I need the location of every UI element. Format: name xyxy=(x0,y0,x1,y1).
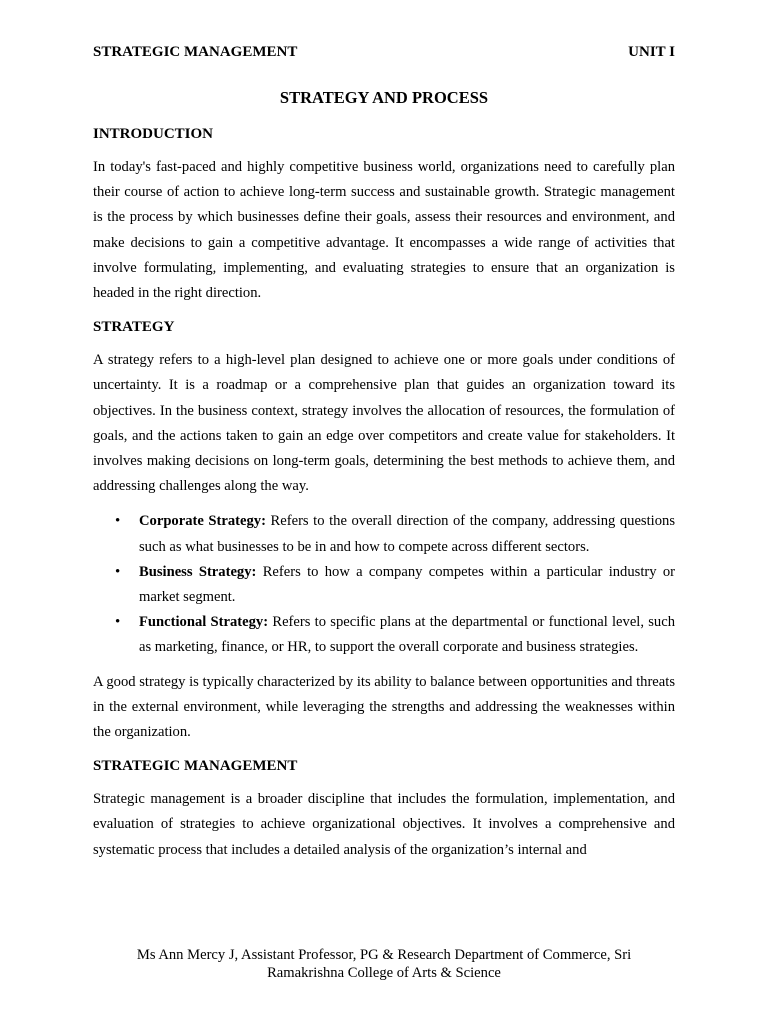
bullet-text: Refers to how a company competes within a particular industry or market segment. xyxy=(139,563,676,606)
header-subject: STRATEGIC MANAGEMENT xyxy=(93,44,298,60)
page-title: STRATEGY AND PROCESS xyxy=(279,88,489,107)
list-item-corporate-strategy xyxy=(139,509,675,559)
bullet-term: Corporate Strategy: xyxy=(139,513,266,530)
footer-author-line: Ms Ann Mercy J, Assistant Professor, PG & Research Department of Commerce, Sri xyxy=(136,947,632,963)
section-heading-strategic-management: STRATEGIC MANAGEMENT xyxy=(93,758,298,775)
introduction-paragraph: In today's fast-paced and highly competitive business world, organizations need to carefully plan their course of action to achieve long-term success and sustainable growth. Strategic management is the process by which businesses define their goals, assess their resources and environment, and make decisions to gain a competitive advantage. It encompasses a wide range of activities that involve formulating, implementing, and evaluating strategies to ensure that an organization is headed in the right direction. xyxy=(93,159,675,302)
page-body xyxy=(93,87,675,873)
section-heading-introduction: INTRODUCTION xyxy=(93,126,214,142)
page-footer xyxy=(93,946,675,982)
bullet-text: Refers to specific plans at the departmental or functional level, such as marketing, finance, or HR, to support the overall corporate and business strategies. xyxy=(139,614,675,656)
strategy-closing-paragraph: A good strategy is typically characterized by its ability to balance between opportunities and threats in the external environment, while leveraging the strengths and addressing the weaknesses within the organization. xyxy=(93,673,675,741)
bullet-text: Refers to the overall direction of the company, addressing questions such as what businesses to be in and how to compete across different sectors. xyxy=(139,513,675,555)
section-heading-strategy: STRATEGY xyxy=(93,319,175,336)
footer-institution-line: Ramakrishna College of Arts & Science xyxy=(267,965,501,981)
list-item-functional-strategy xyxy=(139,610,675,660)
header-unit: UNIT I xyxy=(628,44,675,60)
list-item-business-strategy xyxy=(139,560,675,610)
page-header xyxy=(93,42,675,62)
bullet-term: Business Strategy: xyxy=(139,563,257,580)
bullet-term: Functional Strategy: xyxy=(139,614,269,631)
strategy-levels-list xyxy=(93,509,675,660)
strategy-paragraph: A strategy refers to a high-level plan designed to achieve one or more goals under conditions of uncertainty. It is a roadmap or a comprehensive plan that guides an organization toward its objectives. In the business context, strategy involves the allocation of resources, the formulation of goals, and the actions taken to gain an edge over competitors and create value for stakeholders. It involves making decisions on long-term goals, determining the best methods to achieve them, and addressing challenges along the way. xyxy=(93,352,675,495)
strategic-management-paragraph: Strategic management is a broader discipline that includes the formulation, implementation, and evaluation of strategies to achieve organizational objectives. It involves a comprehensive and systematic process that includes a detailed analysis of the organization’s internal and xyxy=(93,791,675,858)
